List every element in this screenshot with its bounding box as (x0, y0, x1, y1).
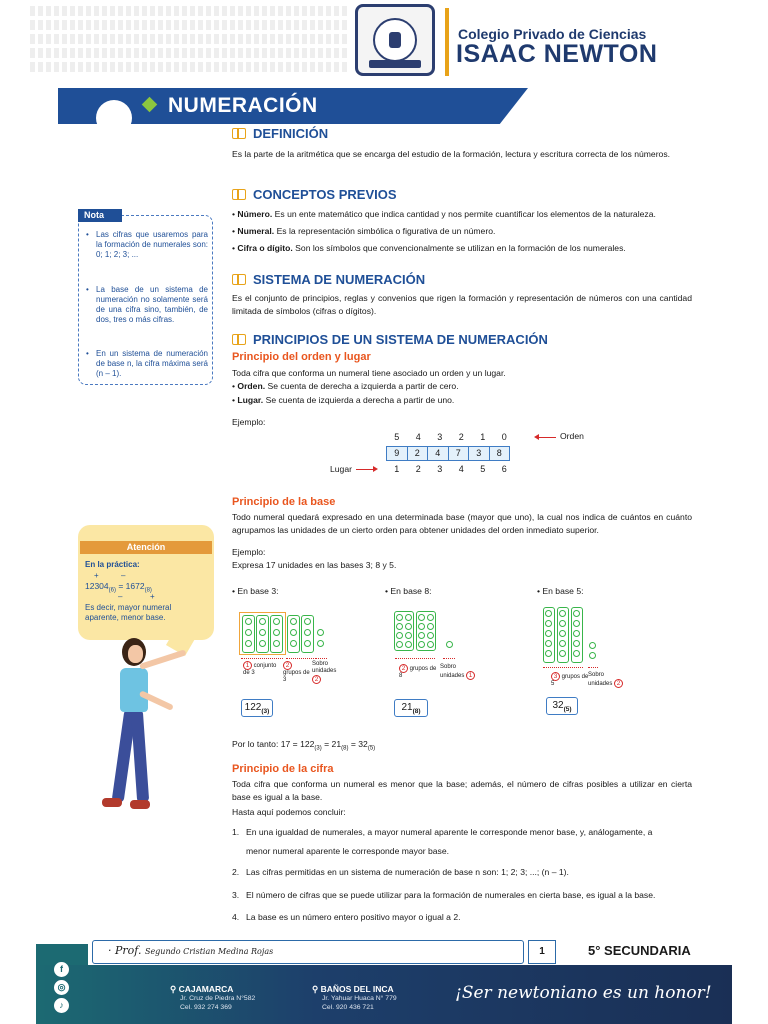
section-heading-sistema: SISTEMA DE NUMERACIÓN (232, 272, 425, 287)
unit-dot (290, 629, 297, 636)
orden-row: 5 4 3 2 1 0 (394, 432, 507, 442)
atencion-equation: $12304_{(6)} = 1672_{(8)}$ (85, 581, 152, 594)
conclusion-item: 4. La base es un número entero positivo mayor o igual a 2. (232, 912, 461, 922)
book-icon (232, 334, 246, 345)
unit-dot (405, 641, 412, 648)
arrow-lugar (356, 469, 376, 470)
digits-row: 9 2 4 7 3 8 (386, 446, 509, 461)
nota-item: • Las cifras que usaremos para la formación de numerales son: 0; 1; 2; 3; ... (86, 230, 208, 260)
unit-dot (427, 632, 434, 639)
unit-dot (317, 640, 324, 647)
unit-dot (259, 629, 266, 636)
base5-label: • En base 5: (537, 586, 584, 596)
unit-dot (418, 641, 425, 648)
b3-conjunto-label: 1 conjunto de 3 (243, 662, 277, 676)
grade-label: 5° SECUNDARIA (588, 943, 691, 958)
conclusion-item: 1. En una igualdad de numerales, a mayor numeral aparente le corresponde menor base, y, análogamente, a (232, 827, 653, 837)
orden-label: Orden (560, 431, 584, 441)
lugar-label: Lugar (330, 464, 352, 474)
result-base3: $122_{(3)}$ (241, 699, 273, 717)
unit-dot (573, 630, 580, 637)
unit-dot (545, 620, 552, 627)
unit-dot (317, 629, 324, 636)
b3-sobro-label: Sobro unidades 2 (312, 661, 337, 683)
page-title: NUMERACIÓN (168, 94, 318, 117)
unit-dot (559, 620, 566, 627)
unit-dot (405, 632, 412, 639)
unit-dot (304, 640, 311, 647)
base8-label: • En base 8: (385, 586, 432, 596)
unit-dot (405, 614, 412, 621)
book-icon (232, 128, 246, 139)
unit-dot (427, 614, 434, 621)
b8-sobro-label: Sobro unidades 1 (440, 664, 480, 680)
orden-intro: Toda cifra que conforma un numeral tiene asociado un orden y un lugar. (232, 368, 506, 378)
unit-dot (418, 623, 425, 630)
unit-dot (418, 632, 425, 639)
unit-dot (304, 618, 311, 625)
concepto-item: • Cifra o dígito. Son los símbolos que convencionalmente se utilizan en la formación de los numerales. (232, 243, 626, 253)
unit-dot (573, 620, 580, 627)
orden-item: • Orden. Se cuenta de derecha a izquierda a partir de cero. (232, 381, 459, 391)
location-cajamarca: ⚲ CAJAMARCA (170, 984, 234, 994)
unit-dot (545, 650, 552, 657)
base3-label: • En base 3: (232, 586, 279, 596)
base-text: Todo numeral quedará expresado en una determinada base (mayor que uno), la cual nos indica de cuántos en cuánto agrupamos las unidades de un cierto orden para obtener unidades del orden inmediato superior. (232, 512, 692, 535)
unit-dot (396, 614, 403, 621)
definicion-text: Es la parte de la aritmética que se encarga del estudio de la formación, lectura y escritura correcta de los números. (232, 149, 671, 159)
nota-item: • En un sistema de numeración de base n, la cifra máxima será (n – 1). (86, 349, 208, 379)
conclusion-item-cont: menor numeral aparente le corresponde mayor base. (246, 846, 450, 856)
b8-grupos-label: 2 grupos de 8 (399, 665, 437, 679)
base-ejemplo-text: Expresa 17 unidades en las bases 3; 8 y 5. (232, 560, 397, 570)
unit-dot (559, 630, 566, 637)
unit-dot (245, 618, 252, 625)
unit-dot (396, 632, 403, 639)
unit-dot (396, 641, 403, 648)
tiktok-icon[interactable]: ♪ (54, 998, 69, 1013)
school-name: ISAAC NEWTON (456, 40, 658, 68)
facebook-icon[interactable]: f (54, 962, 69, 977)
book-icon (232, 274, 246, 285)
result-base5: $32_{(5)}$ (546, 697, 578, 715)
unit-dot (446, 641, 453, 648)
unit-dot (559, 610, 566, 617)
unit-dot (273, 629, 280, 636)
header-divider (445, 8, 449, 76)
unit-dot (304, 629, 311, 636)
unit-dot (405, 623, 412, 630)
conclusion-item: 3. El número de cifras que se puede utilizar para la formación de numerales en cierta base, es igual a la base. (232, 890, 656, 900)
atencion-title: En la práctica: (85, 560, 140, 569)
unit-dot (245, 629, 252, 636)
section-heading-conceptos: CONCEPTOS PREVIOS (232, 187, 397, 202)
b5-sobro-label: Sobro unidades 2 (588, 672, 628, 688)
base-conclusion: Por lo tanto: $17 = 122_{(3)} = 21_{(8)} = 32_{(5)}$ (232, 739, 376, 752)
unit-dot (573, 640, 580, 647)
b3-grupos-label: 2 grupos de 3 (283, 662, 310, 683)
unit-dot (545, 640, 552, 647)
unit-dot (259, 618, 266, 625)
nota-label: Nota (78, 209, 122, 222)
unit-dot (290, 640, 297, 647)
base-ejemplo-label: Ejemplo: (232, 547, 266, 557)
unit-dot (559, 650, 566, 657)
ejemplo-label: Ejemplo: (232, 417, 266, 427)
unit-dot (273, 618, 280, 625)
unit-dot (273, 640, 280, 647)
unit-dot (545, 610, 552, 617)
unit-dot (427, 641, 434, 648)
atencion-label: Atención (80, 541, 212, 554)
book-icon (232, 189, 246, 200)
instagram-icon[interactable]: ◎ (54, 980, 69, 995)
section-heading-definicion: DEFINICIÓN (232, 126, 328, 141)
arrow-orden (536, 437, 556, 438)
cifra-text: Toda cifra que conforma un numeral es menor que la base; además, el número de cifras posibles a utilizar en cierta base es igual a la base. (232, 779, 692, 802)
address-cajamarca: Jr. Cruz de Piedra N°582 (180, 995, 256, 1002)
unit-dot (573, 610, 580, 617)
cifra-conclude: Hasta aquí podemos concluir: (232, 807, 346, 817)
conclusion-item: 2. Las cifras permitidas en un sistema de numeración de base n son: 1; 2; 3; ...; (n – 1). (232, 867, 569, 877)
concepto-item: • Numeral. Es la representación simbólica o figurativa de un número. (232, 226, 496, 236)
teacher-name: · Prof. Segundo Cristian Medina Rojas (108, 944, 274, 957)
unit-dot (259, 640, 266, 647)
unit-dot (545, 630, 552, 637)
atencion-text: Es decir, mayor numeral aparente, menor base. (85, 603, 172, 622)
unit-dot (290, 618, 297, 625)
location-banos: ⚲ BAÑOS DEL INCA (312, 984, 394, 994)
subheading-cifra: Principio de la cifra (232, 763, 334, 775)
unit-dot (396, 623, 403, 630)
subheading-base: Principio de la base (232, 496, 336, 508)
page-number: 1 (528, 940, 556, 964)
concepto-item: • Número. Es un ente matemático que indica cantidad y nos permite cuantificar los elementos de la naturaleza. (232, 209, 656, 219)
unit-dot (427, 623, 434, 630)
section-heading-principios: PRINCIPIOS DE UN SISTEMA DE NUMERACIÓN (232, 332, 548, 347)
address-banos: Jr. Yahuar Huaca N° 779 (322, 995, 397, 1002)
nota-item: • La base de un sistema de numeración no solamente será de una cifra sino, también, de dos, tres o más cifras. (86, 285, 208, 325)
unit-dot (418, 614, 425, 621)
unit-dot (245, 640, 252, 647)
school-motto: ¡Ser newtoniano es un honor! (455, 983, 712, 1003)
lugar-row: 1 2 3 4 5 6 (394, 464, 507, 474)
phone-banos: Cel. 920 436 721 (322, 1004, 374, 1011)
unit-dot (589, 652, 596, 659)
unit-dot (559, 640, 566, 647)
page-header (0, 0, 768, 84)
unit-dot (589, 642, 596, 649)
sistema-text: Es el conjunto de principios, reglas y convenios que rigen la formación y representación de números con una cantidad limitada de símbolos (cifras o dígitos). (232, 293, 692, 316)
result-base8: $21_{(8)}$ (394, 699, 428, 717)
phone-cajamarca: Cel. 932 274 369 (180, 1004, 232, 1011)
school-subtitle: Colegio Privado de Ciencias (458, 26, 647, 42)
unit-dot (573, 650, 580, 657)
b5-grupos-label: 3 grupos de 5 (551, 673, 589, 687)
lugar-item: • Lugar. Se cuenta de izquierda a derecha a partir de uno. (232, 395, 455, 405)
subheading-orden: Principio del orden y lugar (232, 351, 371, 363)
title-swoosh (96, 100, 132, 136)
